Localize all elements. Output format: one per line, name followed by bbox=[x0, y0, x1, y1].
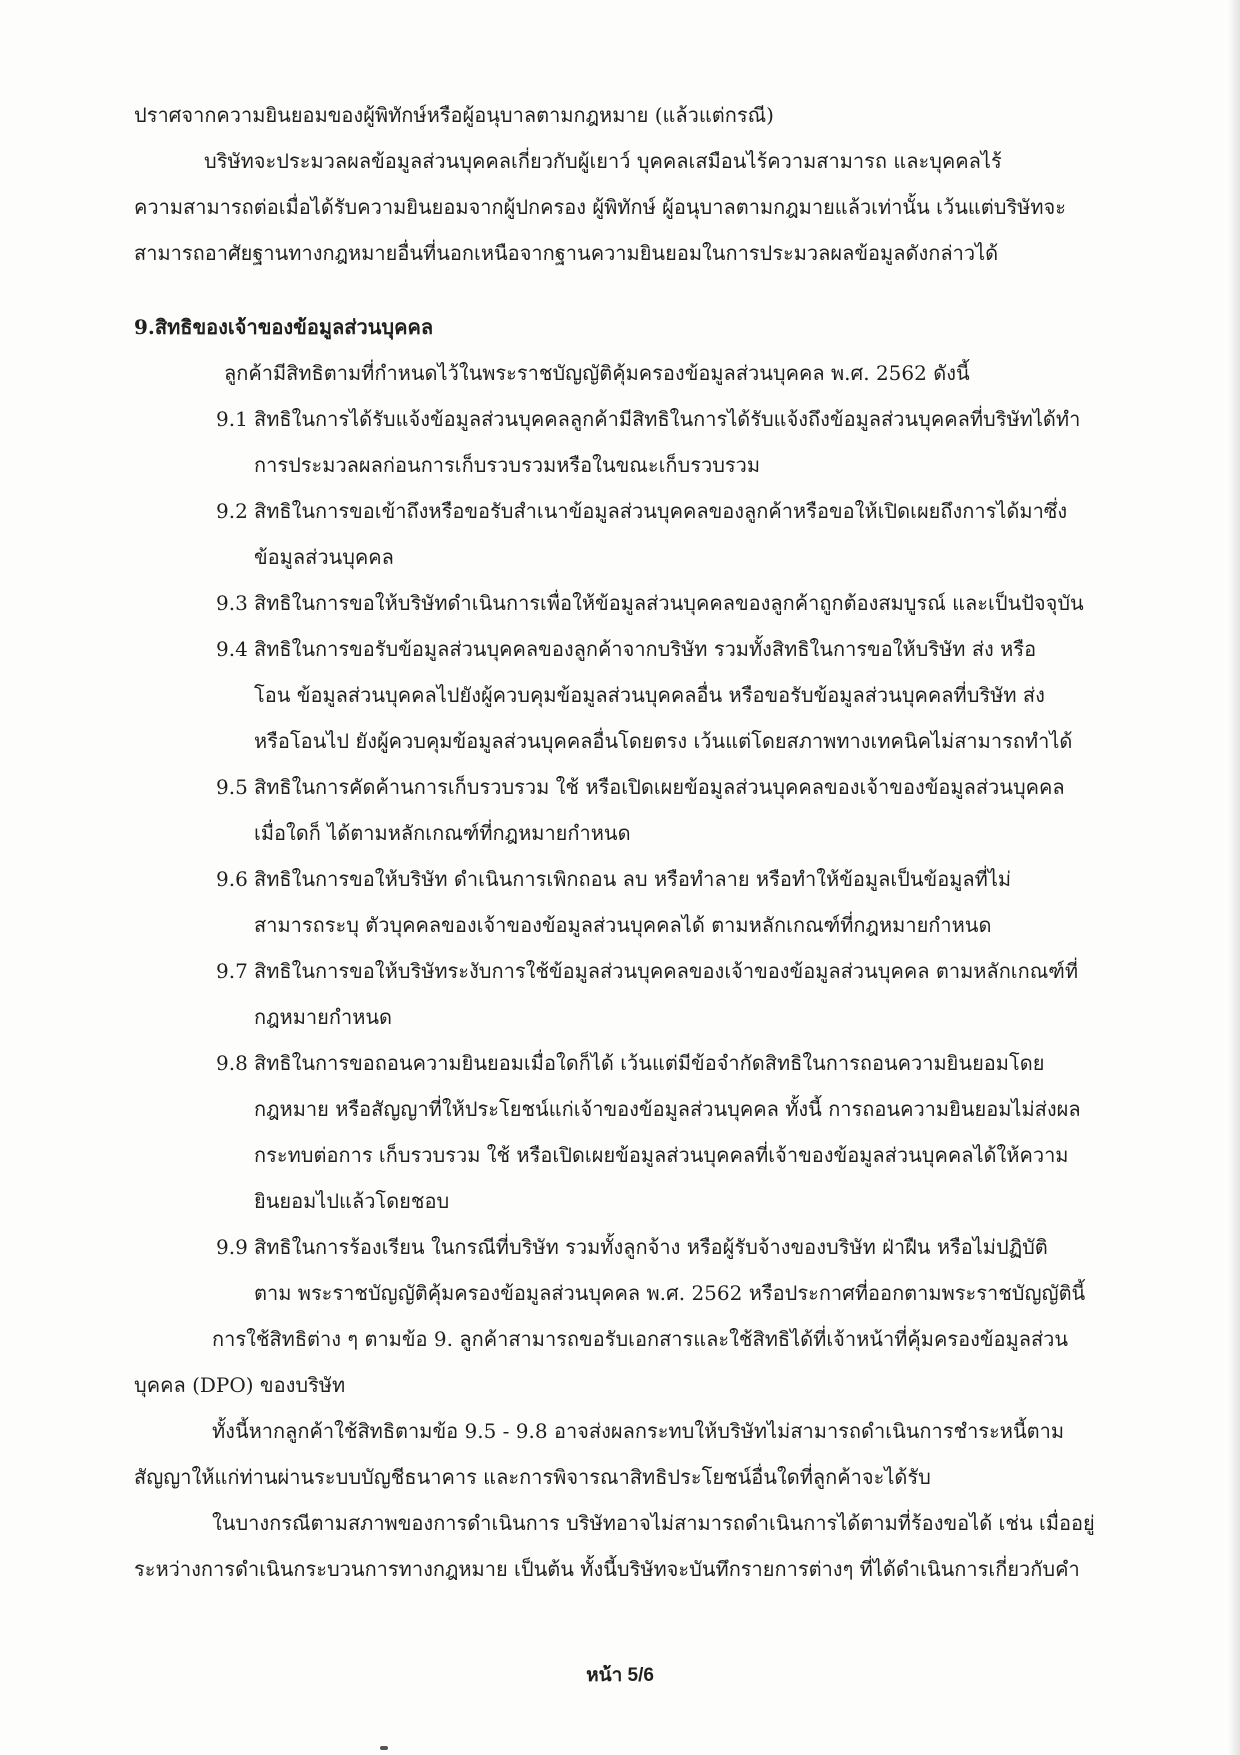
right-item-9-5 bbox=[134, 764, 1134, 856]
right-number: 9.9 bbox=[216, 1235, 248, 1259]
right-line: สิทธิในการขอรับข้อมูลส่วนบุคคลของลูกค้าจากบริษัท รวมทั้งสิทธิในการขอให้บริษัท ส่ง หรือ bbox=[254, 637, 1037, 661]
right-line: โอน ข้อมูลส่วนบุคคลไปยังผู้ควบคุมข้อมูลส่วนบุคคลอื่น หรือขอรับข้อมูลส่วนบุคคลที่บริษัท ส่ง bbox=[254, 683, 1045, 707]
right-text bbox=[254, 764, 1134, 856]
right-line: ยินยอมไปแล้วโดยชอบ bbox=[254, 1189, 450, 1213]
right-line: สิทธิในการร้องเรียน ในกรณีที่บริษัท รวมทั้งลูกจ้าง หรือผู้รับจ้างของบริษัท ฝ่าฝืน หรือไม่ปฏิบัติ bbox=[254, 1235, 1048, 1259]
paragraph-line: ทั้งนี้หากลูกค้าใช้สิทธิตามข้อ 9.5 - 9.8 อาจส่งผลกระทบให้บริษัทไม่สามารถดำเนินการชำระหนี้ตาม bbox=[212, 1419, 1065, 1443]
right-item-9-3 bbox=[134, 580, 1134, 626]
usage-paragraph bbox=[134, 1316, 1134, 1408]
right-line: เมื่อใดก็ ได้ตามหลักเกณฑ์ที่กฎหมายกำหนด bbox=[254, 821, 631, 845]
scan-artifact bbox=[380, 1746, 388, 1750]
right-text bbox=[254, 580, 1134, 626]
right-number: 9.1 bbox=[216, 407, 248, 431]
right-item-9-8 bbox=[134, 1040, 1134, 1224]
paragraph-line: การใช้สิทธิต่าง ๆ ตามข้อ 9. ลูกค้าสามารถขอรับเอกสารและใช้สิทธิได้ที่เจ้าหน้าที่คุ้มครองข้อมูลส่วน bbox=[212, 1327, 1069, 1351]
section-heading: 9.สิทธิของเจ้าของข้อมูลส่วนบุคคล bbox=[134, 315, 434, 339]
right-line: ข้อมูลส่วนบุคคล bbox=[254, 545, 394, 569]
right-line: สิทธิในการได้รับแจ้งข้อมูลส่วนบุคคลลูกค้ามีสิทธิในการได้รับแจ้งถึงข้อมูลส่วนบุคคลที่บริษัทได้ทำ bbox=[254, 407, 1081, 431]
paragraph-line: ในบางกรณีตามสภาพของการดำเนินการ บริษัทอาจไม่สามารถดำเนินการได้ตามที่ร้องขอได้ เช่น เมื่ออยู่ bbox=[212, 1511, 1095, 1535]
right-item-9-7 bbox=[134, 948, 1134, 1040]
impact-paragraph bbox=[134, 1408, 1134, 1500]
minor-consent-paragraph bbox=[134, 138, 1134, 276]
opening-line: ปราศจากความยินยอมของผู้พิทักษ์หรือผู้อนุบาลตามกฎหมาย (แล้วแต่กรณี) bbox=[134, 103, 774, 127]
right-line: กฎหมายกำหนด bbox=[254, 1005, 393, 1029]
right-line: สิทธิในการขอให้บริษัทดำเนินการเพื่อให้ข้อมูลส่วนบุคคลของลูกค้าถูกต้องสมบูรณ์ และเป็นปัจจุบัน bbox=[254, 591, 1084, 615]
page-body bbox=[134, 92, 1134, 1592]
right-number: 9.4 bbox=[216, 637, 248, 661]
right-text bbox=[254, 1224, 1134, 1316]
paragraph-line: ระหว่างการดำเนินกระบวนการทางกฎหมาย เป็นต้น ทั้งนี้บริษัทจะบันทึกรายการต่างๆ ที่ได้ดำเนินการเกี่ยวกับคำ bbox=[134, 1557, 1080, 1581]
right-number: 9.8 bbox=[216, 1051, 248, 1075]
right-number: 9.7 bbox=[216, 959, 248, 983]
right-number: 9.2 bbox=[216, 499, 248, 523]
right-item-9-2 bbox=[134, 488, 1134, 580]
right-line: ตาม พระราชบัญญัติคุ้มครองข้อมูลส่วนบุคคล พ.ศ. 2562 หรือประกาศที่ออกตามพระราชบัญญัตินี้ bbox=[254, 1281, 1086, 1305]
right-line: กฎหมาย หรือสัญญาที่ให้ประโยชน์แก่เจ้าของข้อมูลส่วนบุคคล ทั้งนี้ การถอนความยินยอมไม่ส่งผล bbox=[254, 1097, 1081, 1121]
right-line: หรือโอนไป ยังผู้ควบคุมข้อมูลส่วนบุคคลอื่นโดยตรง เว้นแต่โดยสภาพทางเทคนิคไม่สามารถทำได้ bbox=[254, 729, 1073, 753]
right-item-9-4 bbox=[134, 626, 1134, 764]
paragraph-line: บุคคล (DPO) ของบริษัท bbox=[134, 1373, 346, 1397]
scan-shadow-edge bbox=[1228, 0, 1240, 1755]
right-item-9-1 bbox=[134, 396, 1134, 488]
right-line: สิทธิในการขอเข้าถึงหรือขอรับสำเนาข้อมูลส่วนบุคคลของลูกค้าหรือขอให้เปิดเผยถึงการได้มาซึ่ง bbox=[254, 499, 1068, 523]
right-line: สิทธิในการคัดค้านการเก็บรวบรวม ใช้ หรือเปิดเผยข้อมูลส่วนบุคคลของเจ้าของข้อมูลส่วนบุคคล bbox=[254, 775, 1065, 799]
page-number: หน้า 5/6 bbox=[586, 1665, 654, 1686]
paragraph-line: ความสามารถต่อเมื่อได้รับความยินยอมจากผู้ปกครอง ผู้พิทักษ์ ผู้อนุบาลตามกฎมายแล้วเท่านั้น เว้นแต่บริษัทจะ bbox=[134, 195, 1067, 219]
paragraph-line: บริษัทจะประมวลผลข้อมูลส่วนบุคคลเกี่ยวกับผู้เยาว์ บุคคลเสมือนไร้ความสามารถ และบุคคลไร้ bbox=[204, 149, 1002, 173]
right-text bbox=[254, 488, 1134, 580]
right-text bbox=[254, 1040, 1134, 1224]
right-line: สิทธิในการขอให้บริษัท ดำเนินการเพิกถอน ลบ หรือทำลาย หรือทำให้ข้อมูลเป็นข้อมูลที่ไม่ bbox=[254, 867, 1012, 891]
right-line: การประมวลผลก่อนการเก็บรวบรวมหรือในขณะเก็บรวบรวม bbox=[254, 453, 761, 477]
right-line: กระทบต่อการ เก็บรวบรวม ใช้ หรือเปิดเผยข้อมูลส่วนบุคคลที่เจ้าของข้อมูลส่วนบุคคลได้ให้ความ bbox=[254, 1143, 1069, 1167]
right-line: สามารถระบุ ตัวบุคคลของเจ้าของข้อมูลส่วนบุคคลได้ ตามหลักเกณฑ์ที่กฎหมายกำหนด bbox=[254, 913, 992, 937]
right-number: 9.3 bbox=[216, 591, 248, 615]
right-text bbox=[254, 948, 1134, 1040]
right-text bbox=[254, 396, 1134, 488]
right-line: สิทธิในการขอถอนความยินยอมเมื่อใดก็ได้ เว้นแต่มีข้อจำกัดสิทธิในการถอนความยินยอมโดย bbox=[254, 1051, 1045, 1075]
section-intro: ลูกค้ามีสิทธิตามที่กำหนดไว้ในพระราชบัญญัติคุ้มครองข้อมูลส่วนบุคคล พ.ศ. 2562 ดังนี้ bbox=[224, 361, 970, 385]
right-text bbox=[254, 856, 1134, 948]
exception-paragraph bbox=[134, 1500, 1134, 1592]
right-number: 9.6 bbox=[216, 867, 248, 891]
paragraph-line: สามารถอาศัยฐานทางกฎหมายอื่นที่นอกเหนือจากฐานความยินยอมในการประมวลผลข้อมูลดังกล่าวได้ bbox=[134, 241, 999, 265]
right-text bbox=[254, 626, 1134, 764]
paragraph-line: สัญญาให้แก่ท่านผ่านระบบบัญชีธนาคาร และการพิจารณาสิทธิประโยชน์อื่นใดที่ลูกค้าจะได้รับ bbox=[134, 1465, 931, 1489]
right-item-9-6 bbox=[134, 856, 1134, 948]
right-item-9-9 bbox=[134, 1224, 1134, 1316]
right-number: 9.5 bbox=[216, 775, 248, 799]
right-line: สิทธิในการขอให้บริษัทระงับการใช้ข้อมูลส่วนบุคคลของเจ้าของข้อมูลส่วนบุคคล ตามหลักเกณฑ์ที่ bbox=[254, 959, 1079, 983]
